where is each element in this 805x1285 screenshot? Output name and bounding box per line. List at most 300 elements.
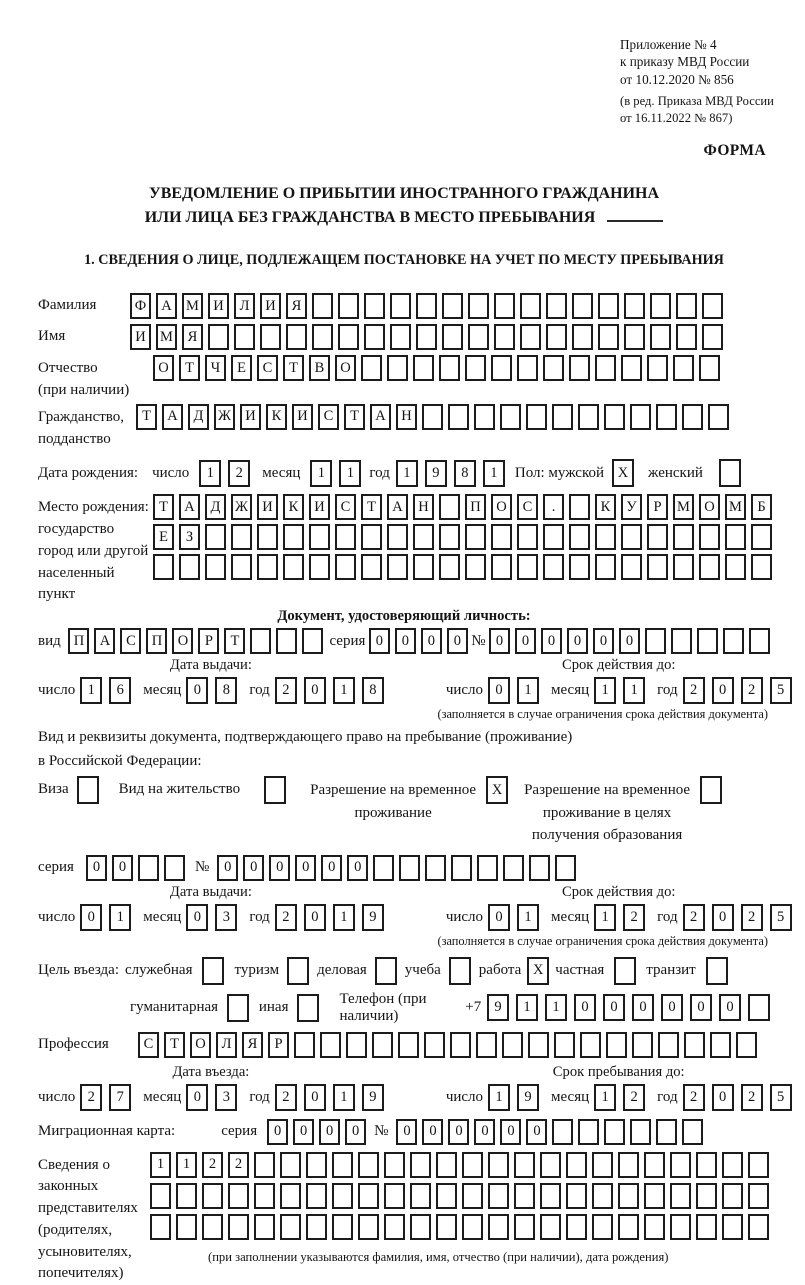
char-cell[interactable] bbox=[309, 524, 330, 550]
char-cell[interactable]: Я bbox=[242, 1032, 263, 1058]
char-cell[interactable]: 0 bbox=[489, 628, 510, 654]
char-cell[interactable]: И bbox=[130, 324, 151, 350]
char-cell[interactable]: Н bbox=[396, 404, 417, 430]
char-cell[interactable] bbox=[682, 404, 703, 430]
char-cell[interactable]: 0 bbox=[217, 855, 238, 881]
char-cell[interactable]: А bbox=[162, 404, 183, 430]
char-cell[interactable]: 0 bbox=[661, 994, 683, 1021]
char-cell[interactable] bbox=[257, 554, 278, 580]
char-cell[interactable] bbox=[676, 293, 697, 319]
checkbox[interactable] bbox=[77, 776, 99, 804]
char-cell[interactable] bbox=[708, 404, 729, 430]
char-cell[interactable]: Я bbox=[286, 293, 307, 319]
char-cell[interactable] bbox=[439, 554, 460, 580]
char-cell[interactable] bbox=[670, 1183, 691, 1209]
char-cell[interactable]: И bbox=[260, 293, 281, 319]
char-cell[interactable]: А bbox=[156, 293, 177, 319]
char-cell[interactable]: К bbox=[266, 404, 287, 430]
char-cell[interactable] bbox=[722, 1214, 743, 1240]
char-cell[interactable]: Ч bbox=[205, 355, 226, 381]
char-cell[interactable] bbox=[647, 554, 668, 580]
char-cell[interactable] bbox=[335, 524, 356, 550]
char-cell[interactable]: 1 bbox=[517, 904, 539, 931]
char-cell[interactable] bbox=[332, 1183, 353, 1209]
char-cell[interactable] bbox=[503, 855, 524, 881]
char-cell[interactable] bbox=[671, 628, 692, 654]
char-cell[interactable] bbox=[280, 1214, 301, 1240]
char-cell[interactable]: 1 bbox=[483, 460, 505, 487]
char-cell[interactable] bbox=[384, 1214, 405, 1240]
char-cell[interactable]: 0 bbox=[347, 855, 368, 881]
char-cell[interactable] bbox=[569, 355, 590, 381]
char-cell[interactable]: Д bbox=[188, 404, 209, 430]
char-cell[interactable] bbox=[332, 1152, 353, 1178]
char-cell[interactable] bbox=[552, 404, 573, 430]
char-cell[interactable] bbox=[338, 293, 359, 319]
char-cell[interactable] bbox=[364, 293, 385, 319]
char-cell[interactable]: 1 bbox=[594, 904, 616, 931]
char-cell[interactable] bbox=[306, 1183, 327, 1209]
char-cell[interactable] bbox=[164, 855, 185, 881]
char-cell[interactable]: Р bbox=[268, 1032, 289, 1058]
char-cell[interactable] bbox=[398, 1032, 419, 1058]
char-cell[interactable] bbox=[228, 1214, 249, 1240]
char-cell[interactable] bbox=[231, 524, 252, 550]
char-cell[interactable] bbox=[595, 524, 616, 550]
char-cell[interactable] bbox=[528, 1032, 549, 1058]
char-cell[interactable]: И bbox=[309, 494, 330, 520]
char-cell[interactable]: Т bbox=[283, 355, 304, 381]
char-cell[interactable] bbox=[436, 1152, 457, 1178]
char-cell[interactable]: 7 bbox=[109, 1084, 131, 1111]
char-cell[interactable]: 8 bbox=[362, 677, 384, 704]
char-cell[interactable]: 0 bbox=[567, 628, 588, 654]
char-cell[interactable]: Т bbox=[136, 404, 157, 430]
char-cell[interactable] bbox=[250, 628, 271, 654]
char-cell[interactable]: 2 bbox=[228, 1152, 249, 1178]
char-cell[interactable] bbox=[494, 293, 515, 319]
char-cell[interactable]: 0 bbox=[304, 1084, 326, 1111]
char-cell[interactable] bbox=[442, 293, 463, 319]
char-cell[interactable] bbox=[384, 1183, 405, 1209]
char-cell[interactable] bbox=[696, 1152, 717, 1178]
char-cell[interactable]: О bbox=[699, 494, 720, 520]
char-cell[interactable] bbox=[722, 1183, 743, 1209]
char-cell[interactable]: 5 bbox=[770, 1084, 792, 1111]
char-cell[interactable] bbox=[358, 1152, 379, 1178]
char-cell[interactable] bbox=[450, 1032, 471, 1058]
char-cell[interactable] bbox=[462, 1183, 483, 1209]
checkbox[interactable]: X bbox=[486, 776, 508, 804]
char-cell[interactable] bbox=[361, 554, 382, 580]
char-cell[interactable]: 0 bbox=[474, 1119, 495, 1145]
char-cell[interactable]: 5 bbox=[770, 677, 792, 704]
char-cell[interactable]: 0 bbox=[719, 994, 741, 1021]
char-cell[interactable] bbox=[699, 524, 720, 550]
char-cell[interactable]: 0 bbox=[712, 904, 734, 931]
char-cell[interactable]: 2 bbox=[275, 1084, 297, 1111]
char-cell[interactable]: 2 bbox=[275, 677, 297, 704]
char-cell[interactable] bbox=[630, 404, 651, 430]
checkbox[interactable] bbox=[375, 957, 397, 985]
char-cell[interactable] bbox=[176, 1214, 197, 1240]
char-cell[interactable] bbox=[517, 524, 538, 550]
char-cell[interactable] bbox=[390, 293, 411, 319]
char-cell[interactable]: 1 bbox=[623, 677, 645, 704]
char-cell[interactable] bbox=[722, 1152, 743, 1178]
char-cell[interactable] bbox=[526, 404, 547, 430]
char-cell[interactable]: 0 bbox=[541, 628, 562, 654]
char-cell[interactable] bbox=[514, 1183, 535, 1209]
char-cell[interactable]: Е bbox=[231, 355, 252, 381]
char-cell[interactable]: И bbox=[208, 293, 229, 319]
char-cell[interactable]: 1 bbox=[517, 677, 539, 704]
char-cell[interactable] bbox=[592, 1183, 613, 1209]
char-cell[interactable]: М bbox=[182, 293, 203, 319]
char-cell[interactable] bbox=[543, 554, 564, 580]
char-cell[interactable]: 1 bbox=[176, 1152, 197, 1178]
char-cell[interactable] bbox=[176, 1183, 197, 1209]
char-cell[interactable] bbox=[451, 855, 472, 881]
char-cell[interactable] bbox=[725, 524, 746, 550]
char-cell[interactable]: 2 bbox=[80, 1084, 102, 1111]
char-cell[interactable] bbox=[696, 1214, 717, 1240]
char-cell[interactable]: О bbox=[172, 628, 193, 654]
char-cell[interactable] bbox=[364, 324, 385, 350]
char-cell[interactable] bbox=[748, 1214, 769, 1240]
char-cell[interactable]: М bbox=[673, 494, 694, 520]
char-cell[interactable] bbox=[592, 1152, 613, 1178]
char-cell[interactable] bbox=[578, 404, 599, 430]
char-cell[interactable]: Ж bbox=[214, 404, 235, 430]
char-cell[interactable] bbox=[702, 324, 723, 350]
char-cell[interactable]: 1 bbox=[545, 994, 567, 1021]
char-cell[interactable] bbox=[749, 628, 770, 654]
char-cell[interactable]: 1 bbox=[199, 460, 221, 487]
char-cell[interactable] bbox=[361, 524, 382, 550]
char-cell[interactable] bbox=[748, 994, 770, 1021]
char-cell[interactable] bbox=[658, 1032, 679, 1058]
char-cell[interactable] bbox=[552, 1119, 573, 1145]
char-cell[interactable]: 1 bbox=[594, 1084, 616, 1111]
char-cell[interactable]: 0 bbox=[186, 904, 208, 931]
char-cell[interactable]: 5 bbox=[770, 904, 792, 931]
char-cell[interactable]: 2 bbox=[202, 1152, 223, 1178]
char-cell[interactable]: 1 bbox=[333, 677, 355, 704]
char-cell[interactable] bbox=[439, 355, 460, 381]
char-cell[interactable] bbox=[604, 1119, 625, 1145]
char-cell[interactable]: О bbox=[335, 355, 356, 381]
char-cell[interactable] bbox=[676, 324, 697, 350]
char-cell[interactable] bbox=[710, 1032, 731, 1058]
char-cell[interactable] bbox=[439, 524, 460, 550]
char-cell[interactable] bbox=[748, 1183, 769, 1209]
char-cell[interactable]: 0 bbox=[448, 1119, 469, 1145]
checkbox[interactable] bbox=[202, 957, 224, 985]
char-cell[interactable] bbox=[312, 324, 333, 350]
char-cell[interactable]: 0 bbox=[422, 1119, 443, 1145]
char-cell[interactable]: 0 bbox=[526, 1119, 547, 1145]
char-cell[interactable] bbox=[346, 1032, 367, 1058]
char-cell[interactable]: 2 bbox=[683, 677, 705, 704]
char-cell[interactable]: О bbox=[190, 1032, 211, 1058]
char-cell[interactable] bbox=[448, 404, 469, 430]
char-cell[interactable] bbox=[725, 554, 746, 580]
char-cell[interactable] bbox=[468, 293, 489, 319]
char-cell[interactable]: 0 bbox=[295, 855, 316, 881]
char-cell[interactable]: С bbox=[517, 494, 538, 520]
char-cell[interactable]: 1 bbox=[109, 904, 131, 931]
char-cell[interactable] bbox=[306, 1214, 327, 1240]
char-cell[interactable] bbox=[566, 1214, 587, 1240]
char-cell[interactable] bbox=[592, 1214, 613, 1240]
char-cell[interactable]: 0 bbox=[319, 1119, 340, 1145]
checkbox[interactable] bbox=[706, 957, 728, 985]
char-cell[interactable] bbox=[595, 355, 616, 381]
char-cell[interactable] bbox=[621, 524, 642, 550]
char-cell[interactable] bbox=[502, 1032, 523, 1058]
char-cell[interactable] bbox=[254, 1183, 275, 1209]
char-cell[interactable] bbox=[540, 1183, 561, 1209]
checkbox[interactable] bbox=[287, 957, 309, 985]
char-cell[interactable]: 1 bbox=[396, 460, 418, 487]
char-cell[interactable] bbox=[410, 1214, 431, 1240]
char-cell[interactable] bbox=[494, 324, 515, 350]
char-cell[interactable] bbox=[572, 324, 593, 350]
checkbox[interactable] bbox=[719, 459, 741, 487]
char-cell[interactable] bbox=[416, 293, 437, 319]
char-cell[interactable]: 0 bbox=[619, 628, 640, 654]
char-cell[interactable]: 0 bbox=[243, 855, 264, 881]
char-cell[interactable]: 0 bbox=[86, 855, 107, 881]
char-cell[interactable] bbox=[294, 1032, 315, 1058]
char-cell[interactable] bbox=[624, 324, 645, 350]
char-cell[interactable] bbox=[436, 1214, 457, 1240]
char-cell[interactable]: 1 bbox=[488, 1084, 510, 1111]
char-cell[interactable] bbox=[286, 324, 307, 350]
char-cell[interactable] bbox=[500, 404, 521, 430]
char-cell[interactable] bbox=[647, 355, 668, 381]
char-cell[interactable] bbox=[546, 324, 567, 350]
char-cell[interactable]: 2 bbox=[275, 904, 297, 931]
char-cell[interactable] bbox=[372, 1032, 393, 1058]
char-cell[interactable]: В bbox=[309, 355, 330, 381]
char-cell[interactable] bbox=[670, 1152, 691, 1178]
char-cell[interactable] bbox=[179, 554, 200, 580]
char-cell[interactable]: 0 bbox=[186, 1084, 208, 1111]
char-cell[interactable]: Л bbox=[234, 293, 255, 319]
char-cell[interactable]: 0 bbox=[345, 1119, 366, 1145]
char-cell[interactable] bbox=[413, 554, 434, 580]
char-cell[interactable]: 9 bbox=[362, 1084, 384, 1111]
char-cell[interactable]: 1 bbox=[339, 460, 361, 487]
char-cell[interactable]: 0 bbox=[186, 677, 208, 704]
char-cell[interactable]: 0 bbox=[321, 855, 342, 881]
char-cell[interactable] bbox=[477, 855, 498, 881]
char-cell[interactable]: А bbox=[94, 628, 115, 654]
char-cell[interactable] bbox=[283, 554, 304, 580]
char-cell[interactable] bbox=[202, 1183, 223, 1209]
char-cell[interactable]: 0 bbox=[267, 1119, 288, 1145]
char-cell[interactable]: Л bbox=[216, 1032, 237, 1058]
char-cell[interactable]: 1 bbox=[333, 904, 355, 931]
char-cell[interactable]: 0 bbox=[488, 677, 510, 704]
char-cell[interactable] bbox=[280, 1152, 301, 1178]
char-cell[interactable]: 1 bbox=[333, 1084, 355, 1111]
char-cell[interactable] bbox=[416, 324, 437, 350]
char-cell[interactable]: 1 bbox=[80, 677, 102, 704]
char-cell[interactable] bbox=[387, 524, 408, 550]
char-cell[interactable] bbox=[413, 524, 434, 550]
char-cell[interactable] bbox=[656, 404, 677, 430]
char-cell[interactable] bbox=[546, 293, 567, 319]
char-cell[interactable] bbox=[572, 293, 593, 319]
char-cell[interactable]: З bbox=[179, 524, 200, 550]
char-cell[interactable]: О bbox=[491, 494, 512, 520]
char-cell[interactable] bbox=[228, 1183, 249, 1209]
char-cell[interactable]: 9 bbox=[487, 994, 509, 1021]
char-cell[interactable] bbox=[306, 1152, 327, 1178]
char-cell[interactable]: Е bbox=[153, 524, 174, 550]
char-cell[interactable] bbox=[280, 1183, 301, 1209]
char-cell[interactable]: Т bbox=[153, 494, 174, 520]
char-cell[interactable] bbox=[399, 855, 420, 881]
checkbox[interactable]: X bbox=[527, 957, 549, 985]
char-cell[interactable] bbox=[491, 355, 512, 381]
char-cell[interactable] bbox=[283, 524, 304, 550]
char-cell[interactable]: С bbox=[120, 628, 141, 654]
char-cell[interactable] bbox=[751, 554, 772, 580]
char-cell[interactable]: Т bbox=[224, 628, 245, 654]
char-cell[interactable]: 0 bbox=[574, 994, 596, 1021]
char-cell[interactable] bbox=[699, 554, 720, 580]
char-cell[interactable] bbox=[465, 554, 486, 580]
char-cell[interactable] bbox=[598, 293, 619, 319]
char-cell[interactable]: С bbox=[138, 1032, 159, 1058]
char-cell[interactable] bbox=[606, 1032, 627, 1058]
char-cell[interactable] bbox=[632, 1032, 653, 1058]
char-cell[interactable]: 9 bbox=[425, 460, 447, 487]
char-cell[interactable] bbox=[647, 524, 668, 550]
char-cell[interactable]: И bbox=[240, 404, 261, 430]
char-cell[interactable]: 2 bbox=[683, 904, 705, 931]
char-cell[interactable] bbox=[150, 1183, 171, 1209]
char-cell[interactable]: 2 bbox=[623, 904, 645, 931]
char-cell[interactable] bbox=[543, 524, 564, 550]
char-cell[interactable] bbox=[358, 1183, 379, 1209]
char-cell[interactable] bbox=[644, 1183, 665, 1209]
char-cell[interactable] bbox=[569, 524, 590, 550]
char-cell[interactable] bbox=[736, 1032, 757, 1058]
char-cell[interactable] bbox=[153, 554, 174, 580]
checkbox[interactable] bbox=[227, 994, 249, 1022]
char-cell[interactable]: 2 bbox=[623, 1084, 645, 1111]
char-cell[interactable]: М bbox=[725, 494, 746, 520]
char-cell[interactable] bbox=[529, 855, 550, 881]
char-cell[interactable]: 6 bbox=[109, 677, 131, 704]
char-cell[interactable] bbox=[208, 324, 229, 350]
char-cell[interactable] bbox=[335, 554, 356, 580]
char-cell[interactable] bbox=[205, 554, 226, 580]
char-cell[interactable] bbox=[517, 355, 538, 381]
char-cell[interactable] bbox=[644, 1214, 665, 1240]
checkbox[interactable] bbox=[449, 957, 471, 985]
char-cell[interactable]: П bbox=[68, 628, 89, 654]
char-cell[interactable]: Ф bbox=[130, 293, 151, 319]
char-cell[interactable]: Я bbox=[182, 324, 203, 350]
char-cell[interactable] bbox=[554, 1032, 575, 1058]
char-cell[interactable] bbox=[312, 293, 333, 319]
char-cell[interactable] bbox=[413, 355, 434, 381]
char-cell[interactable] bbox=[540, 1152, 561, 1178]
char-cell[interactable] bbox=[422, 404, 443, 430]
char-cell[interactable] bbox=[723, 628, 744, 654]
char-cell[interactable]: А bbox=[387, 494, 408, 520]
char-cell[interactable]: 1 bbox=[516, 994, 538, 1021]
char-cell[interactable] bbox=[387, 554, 408, 580]
char-cell[interactable]: 9 bbox=[517, 1084, 539, 1111]
char-cell[interactable] bbox=[410, 1183, 431, 1209]
char-cell[interactable] bbox=[491, 554, 512, 580]
char-cell[interactable] bbox=[424, 1032, 445, 1058]
char-cell[interactable] bbox=[138, 855, 159, 881]
char-cell[interactable] bbox=[332, 1214, 353, 1240]
char-cell[interactable] bbox=[231, 554, 252, 580]
char-cell[interactable] bbox=[202, 1214, 223, 1240]
char-cell[interactable] bbox=[436, 1183, 457, 1209]
char-cell[interactable]: 1 bbox=[310, 460, 332, 487]
char-cell[interactable] bbox=[543, 355, 564, 381]
char-cell[interactable]: 2 bbox=[741, 904, 763, 931]
char-cell[interactable] bbox=[474, 404, 495, 430]
char-cell[interactable]: Т bbox=[344, 404, 365, 430]
char-cell[interactable] bbox=[670, 1214, 691, 1240]
char-cell[interactable]: 0 bbox=[293, 1119, 314, 1145]
checkbox[interactable] bbox=[614, 957, 636, 985]
char-cell[interactable]: П bbox=[146, 628, 167, 654]
char-cell[interactable]: Т bbox=[179, 355, 200, 381]
char-cell[interactable]: . bbox=[543, 494, 564, 520]
char-cell[interactable] bbox=[673, 355, 694, 381]
char-cell[interactable] bbox=[254, 1152, 275, 1178]
char-cell[interactable] bbox=[260, 324, 281, 350]
char-cell[interactable] bbox=[569, 494, 590, 520]
char-cell[interactable] bbox=[462, 1214, 483, 1240]
char-cell[interactable]: Ж bbox=[231, 494, 252, 520]
char-cell[interactable] bbox=[234, 324, 255, 350]
char-cell[interactable] bbox=[645, 628, 666, 654]
checkbox[interactable] bbox=[264, 776, 286, 804]
char-cell[interactable]: 3 bbox=[215, 904, 237, 931]
char-cell[interactable] bbox=[384, 1152, 405, 1178]
char-cell[interactable]: 0 bbox=[632, 994, 654, 1021]
char-cell[interactable] bbox=[254, 1214, 275, 1240]
char-cell[interactable] bbox=[630, 1119, 651, 1145]
char-cell[interactable] bbox=[320, 1032, 341, 1058]
char-cell[interactable] bbox=[682, 1119, 703, 1145]
char-cell[interactable]: 0 bbox=[80, 904, 102, 931]
char-cell[interactable] bbox=[302, 628, 323, 654]
char-cell[interactable] bbox=[566, 1152, 587, 1178]
char-cell[interactable] bbox=[439, 494, 460, 520]
checkbox[interactable]: X bbox=[612, 459, 634, 487]
char-cell[interactable]: 1 bbox=[150, 1152, 171, 1178]
char-cell[interactable]: С bbox=[257, 355, 278, 381]
char-cell[interactable]: 0 bbox=[690, 994, 712, 1021]
char-cell[interactable]: 9 bbox=[362, 904, 384, 931]
char-cell[interactable] bbox=[697, 628, 718, 654]
char-cell[interactable] bbox=[673, 554, 694, 580]
